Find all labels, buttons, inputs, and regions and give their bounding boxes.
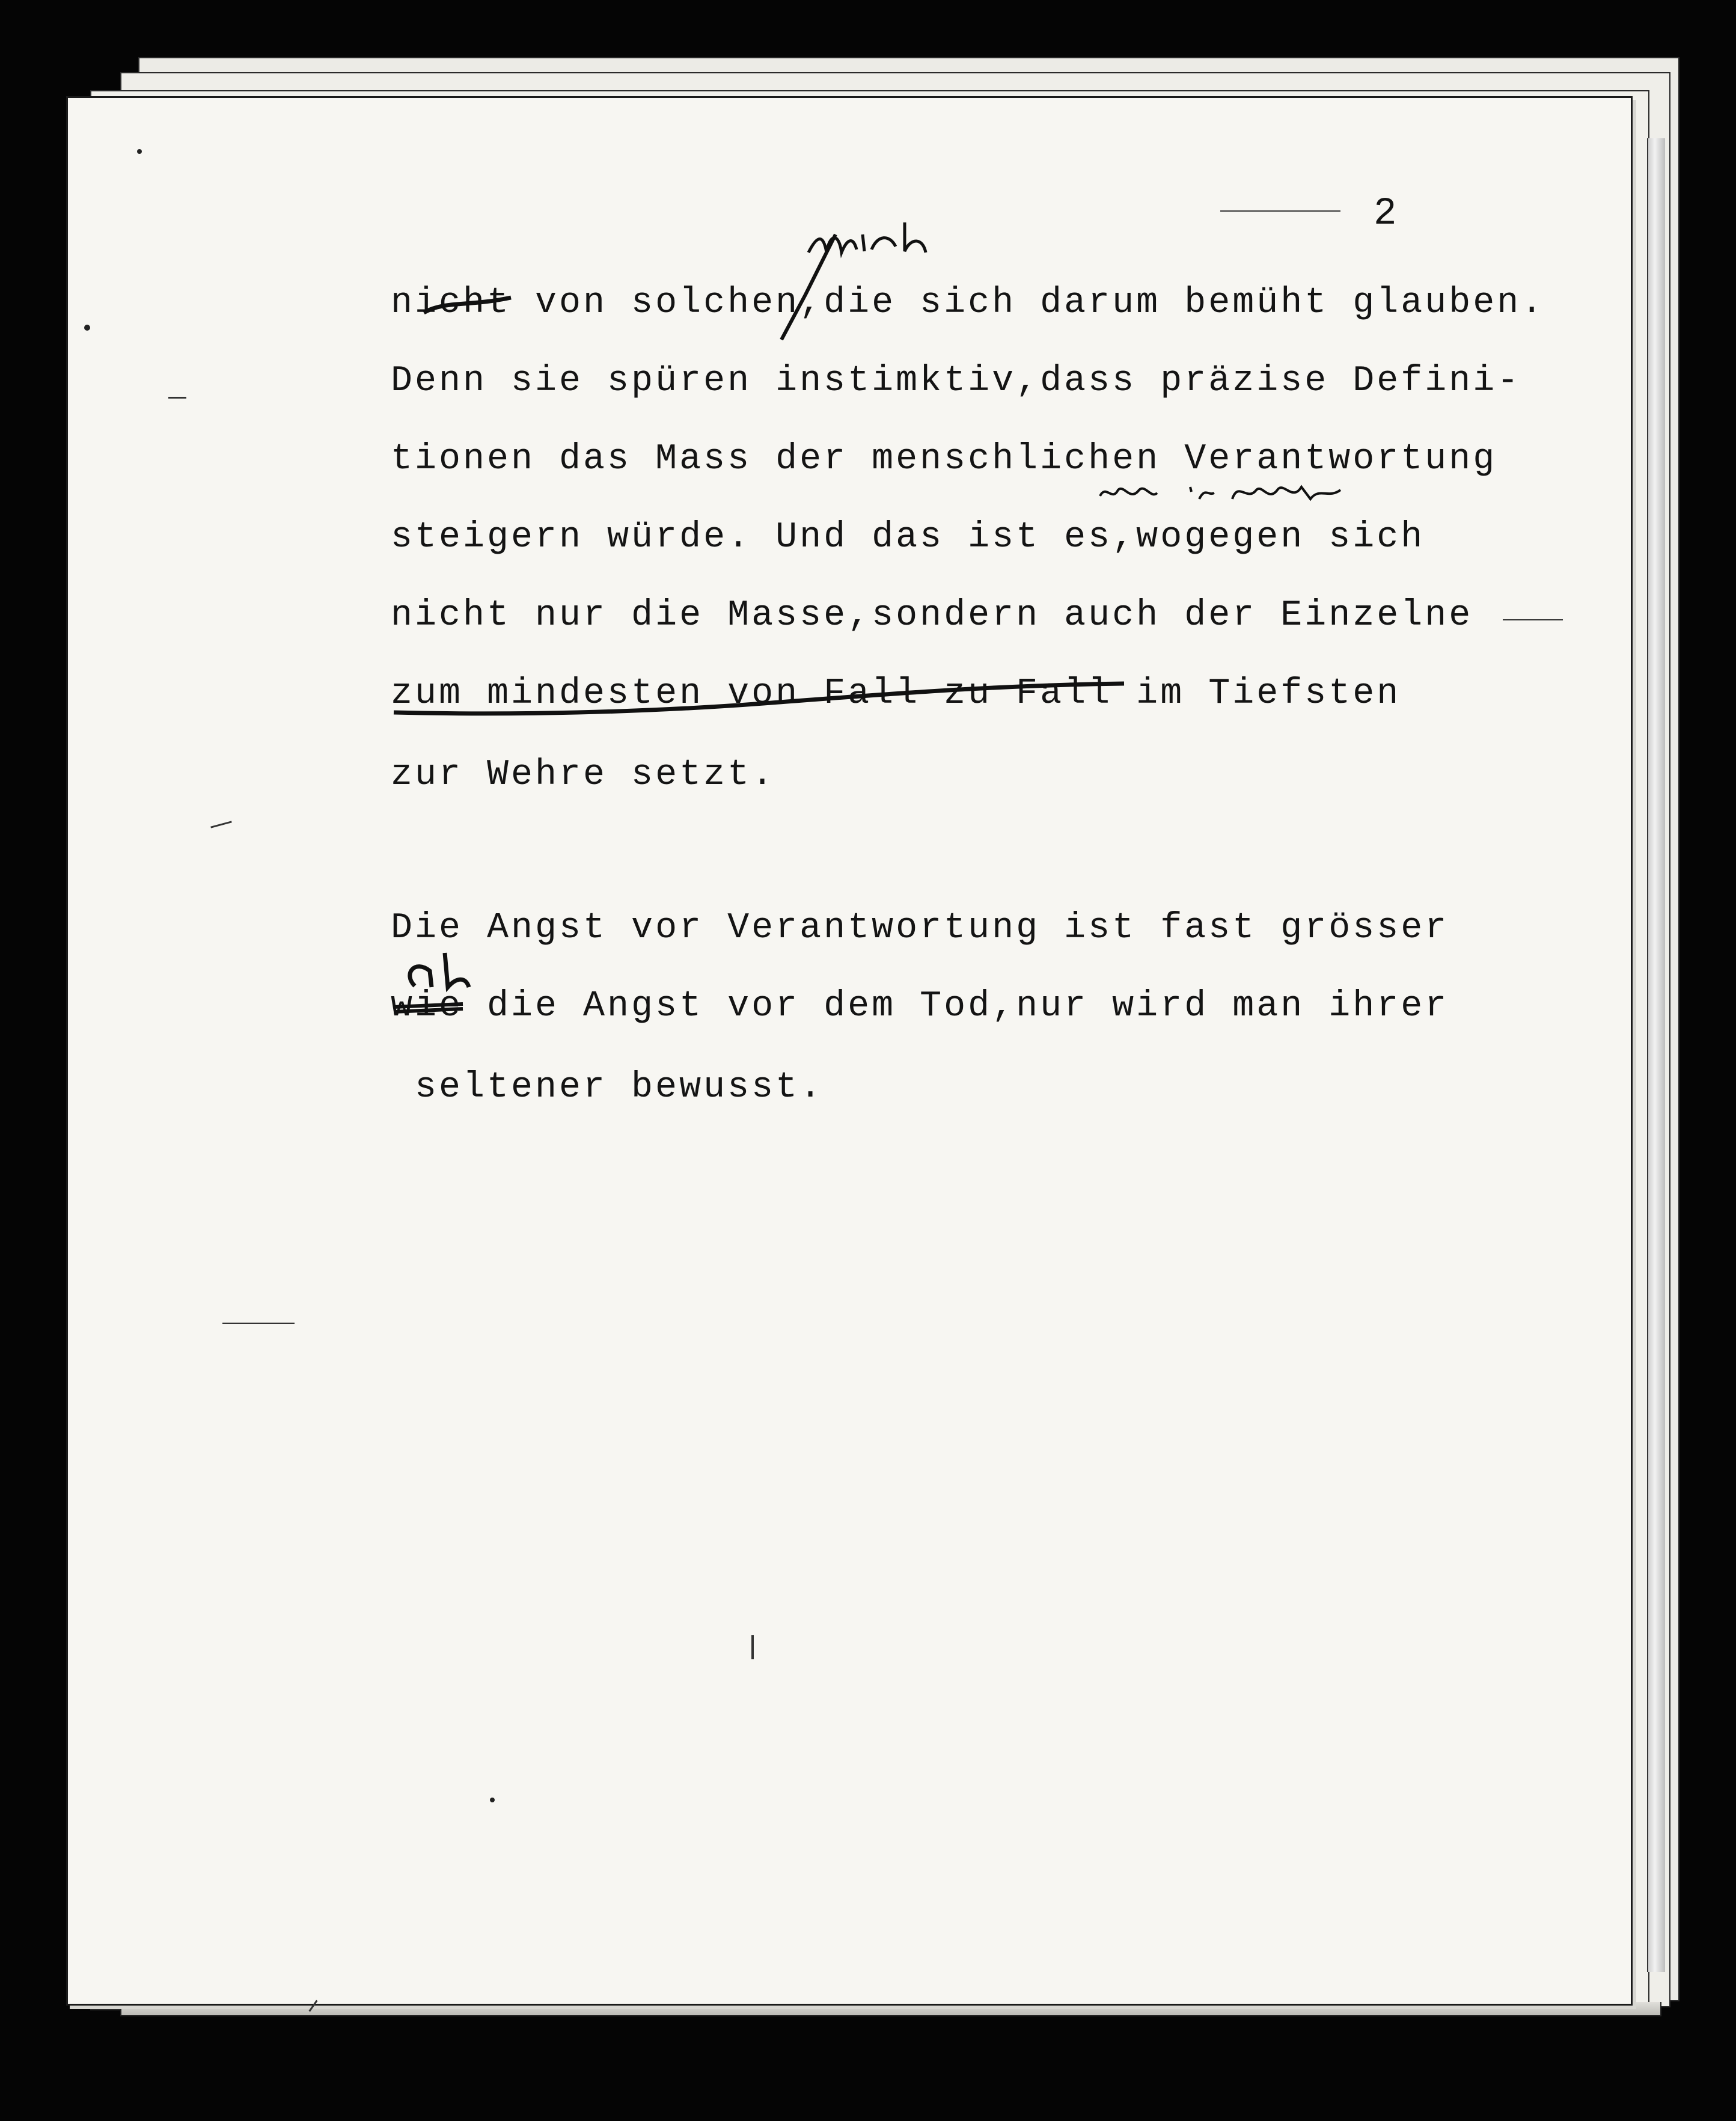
- text-line-7: zur Wehre setzt.: [391, 754, 776, 795]
- text-line-2: Denn sie spüren instimktiv,dass präzise Defini-: [391, 361, 1521, 402]
- paper-mark: [222, 1323, 295, 1324]
- text-line-10: seltener bewusst.: [415, 1067, 824, 1108]
- handwritten-strikethrough-nicht: [421, 289, 517, 325]
- text-line-9: wie die Angst vor dem Tod,nur wird man ihrer: [391, 986, 1449, 1027]
- text-line-6: zum mindesten von Fall zu Fall im Tiefsten: [391, 673, 1401, 714]
- text-line-4: steigern würde. Und das ist es,wogegen sich: [391, 517, 1425, 558]
- paper-speck: [84, 325, 90, 331]
- page-number: 2: [1374, 192, 1397, 236]
- text-line-1: nicht von solchen,die sich darum bemüht glauben.: [391, 283, 1545, 323]
- handwritten-note-mich: [805, 216, 944, 265]
- text-line-8: Die Angst vor Verantwortung ist fast grösser: [391, 908, 1449, 949]
- handwritten-note-als: [391, 950, 475, 998]
- text-line-3: tionen das Mass der menschlichen Verantwortung: [391, 439, 1497, 480]
- paper-speck: [137, 149, 142, 154]
- paper-mark: [1503, 619, 1563, 620]
- pencil-mark: [1220, 210, 1340, 212]
- handwritten-note-ins-unendliche: [1094, 475, 1346, 511]
- handwritten-strikethrough-zum-mindesten-von-fall-zu-fall: [391, 670, 1130, 718]
- paper-mark: [751, 1635, 754, 1659]
- stacked-pages-edge: [1647, 138, 1665, 1972]
- paper-speck: [490, 1798, 495, 1802]
- paper-mark: [168, 397, 186, 399]
- text-line-5: nicht nur die Masse,sondern auch der Einzelne: [391, 595, 1473, 636]
